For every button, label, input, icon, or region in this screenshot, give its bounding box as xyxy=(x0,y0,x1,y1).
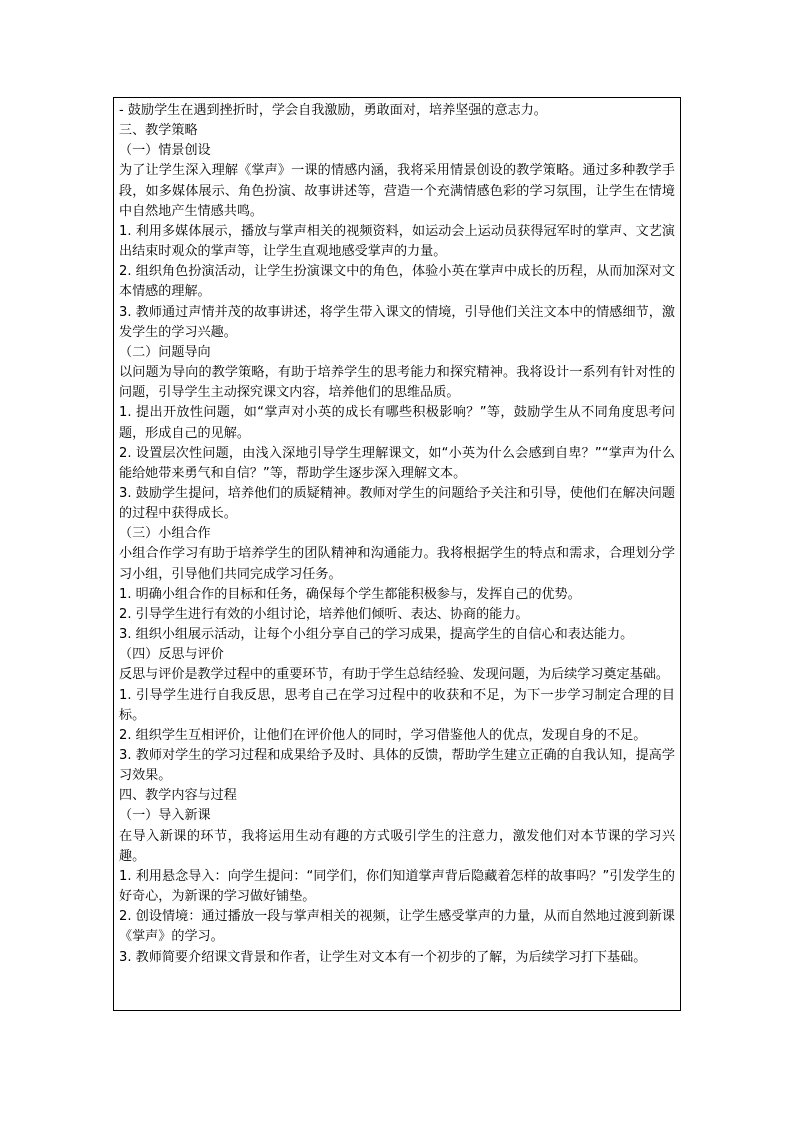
list-item: 2. 设置层次性问题，由浅入深地引导学生理解课文，如“小英为什么会感到自卑？”“掌声为什么能给她带来勇气和自信？”等，帮助学生逐步深入理解文本。 xyxy=(119,445,675,481)
subsection-heading: （二）问题导向 xyxy=(119,344,211,360)
list-item: 3. 鼓励学生提问，培养他们的质疑精神。教师对学生的问题给予关注和引导，使他们在解决问题的过程中获得成长。 xyxy=(119,485,675,522)
paragraph: 以问题为导向的教学策略，有助于培养学生的思考能力和探究精神。我将设计一系列有针对性的问题，引导学生主动探究课文内容，培养他们的思维品质。 xyxy=(119,365,675,401)
section-heading: 三、教学策略 xyxy=(119,123,198,139)
list-item: 1. 利用多媒体展示，播放与掌声相关的视频资料，如运动会上运动员获得冠军时的掌声、文艺演出结束时观众的掌声等，让学生直观地感受掌声的力量。 xyxy=(119,223,675,260)
list-item: 2. 组织学生互相评价，让他们在评价他人的同时，学习借鉴他人的优点，发现自身的不足。 xyxy=(119,727,647,743)
list-item: 2. 引导学生进行有效的小组讨论，培养他们倾听、表达、协商的能力。 xyxy=(119,606,529,622)
document-page xyxy=(113,97,681,1011)
list-item: 3. 组织小组展示活动，让每个小组分享自己的学习成果，提高学生的自信心和表达能力。 xyxy=(119,627,634,643)
paragraph: 小组合作学习有助于培养学生的团队精神和沟通能力。我将根据学生的特点和需求，合理划分学习小组，引导他们共同完成学习任务。 xyxy=(119,546,675,582)
subsection-heading: （一）导入新课 xyxy=(119,808,211,824)
paragraph: 为了让学生深入理解《掌声》一课的情感内涵，我将采用情景创设的教学策略。通过多种教学手段，如多媒体展示、角色扮演、故事讲述等，营造一个充满情感色彩的学习氛围，让学生在情境中自然地产生情感共鸣。 xyxy=(119,163,675,219)
list-item: 2. 组织角色扮演活动，让学生扮演课文中的角色，体验小英在掌声中成长的历程，从而加深对文本情感的理解。 xyxy=(119,264,675,300)
list-item: 1. 利用悬念导入：向学生提问：“同学们，你们知道掌声背后隐藏着怎样的故事吗？”引发学生的好奇心，为新课的学习做好铺垫。 xyxy=(119,868,675,905)
list-item: 1. 明确小组合作的目标和任务，确保每个学生都能积极参与，发挥自己的优势。 xyxy=(119,586,581,602)
list-item: 2. 创设情境：通过播放一段与掌声相关的视频，让学生感受掌声的力量，从而自然地过渡到新课《掌声》的学习。 xyxy=(119,909,675,945)
text-line: - 鼓励学生在遇到挫折时，学会自我激励，勇敢面对，培养坚强的意志力。 xyxy=(119,103,547,118)
subsection-heading: （三）小组合作 xyxy=(119,526,211,542)
list-item: 3. 教师通过声情并茂的故事讲述，将学生带入课文的情境，引导他们关注文本中的情感细节，激发学生的学习兴趣。 xyxy=(119,304,675,340)
list-item: 3. 教师简要介绍课文背景和作者，让学生对文本有一个初步的了解，为后续学习打下基础。 xyxy=(119,949,647,965)
paragraph: 反思与评价是教学过程中的重要环节，有助于学生总结经验、发现问题，为后续学习奠定基础。 xyxy=(119,667,669,683)
list-item: 3. 教师对学生的学习过程和成果给予及时、具体的反馈，帮助学生建立正确的自我认知，提高学习效果。 xyxy=(119,748,675,784)
section-heading: 四、教学内容与过程 xyxy=(119,788,237,804)
subsection-heading: （四）反思与评价 xyxy=(119,647,224,663)
list-item: 1. 提出开放性问题，如“掌声对小英的成长有哪些积极影响？”等，鼓励学生从不同角度思考问题，形成自己的见解。 xyxy=(119,405,675,441)
list-item: 1. 引导学生进行自我反思，思考自己在学习过程中的收获和不足，为下一步学习制定合理的目标。 xyxy=(119,687,675,723)
paragraph: 在导入新课的环节，我将运用生动有趣的方式吸引学生的注意力，激发他们对本节课的学习兴趣。 xyxy=(119,828,675,864)
subsection-heading: （一）情景创设 xyxy=(119,143,211,159)
